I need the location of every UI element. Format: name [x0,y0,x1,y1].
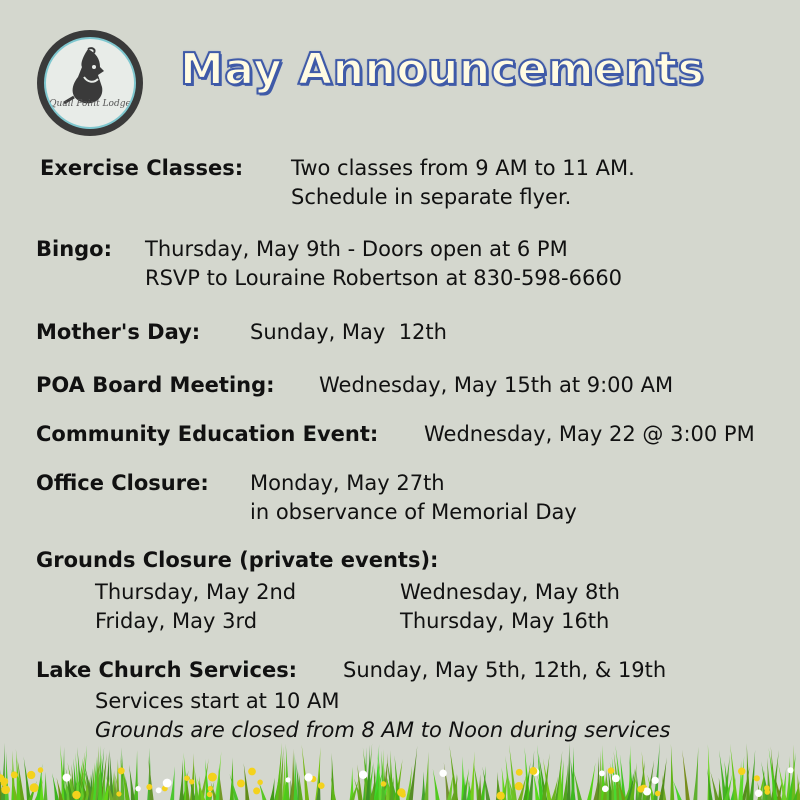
poa-value: Wednesday, May 15th at 9:00 AM [319,373,674,397]
church-line3: Grounds are closed from 8 AM to Noon during services [95,718,671,742]
mothers-day-label: Mother's Day: [36,320,201,344]
logo-text: Quail Point Lodge [49,99,131,109]
office-line1: Monday, May 27th [250,471,445,495]
church-value: Sunday, May 5th, 12th, & 19th [343,658,667,682]
poa-label: POA Board Meeting: [36,373,275,397]
page-title: May Announcements [180,44,705,95]
exercise-label: Exercise Classes: [40,156,244,180]
mothers-day-value: Sunday, May 12th [250,320,447,344]
office-line2: in observance of Memorial Day [250,500,577,524]
grounds-label: Grounds Closure (private events): [36,548,439,572]
grounds-date: Thursday, May 2nd [95,580,297,604]
grounds-date: Friday, May 3rd [95,609,258,633]
community-value: Wednesday, May 22 @ 3:00 PM [424,422,755,446]
exercise-line2: Schedule in separate flyer. [291,185,572,209]
quail-point-lodge-logo [37,30,143,136]
office-label: Office Closure: [36,471,209,495]
bingo-line2: RSVP to Louraine Robertson at 830-598-6660 [145,266,623,290]
grass-flowers-illustration [0,740,800,800]
logo-badge [44,37,136,129]
exercise-line1: Two classes from 9 AM to 11 AM. [291,156,635,180]
quail-bird-icon [44,37,136,129]
bingo-line1: Thursday, May 9th - Doors open at 6 PM [145,237,568,261]
church-line2: Services start at 10 AM [95,689,340,713]
grounds-date: Wednesday, May 8th [400,580,620,604]
community-label: Community Education Event: [36,422,379,446]
church-label: Lake Church Services: [36,658,298,682]
grounds-date: Thursday, May 16th [400,609,610,633]
bingo-label: Bingo: [36,237,113,261]
